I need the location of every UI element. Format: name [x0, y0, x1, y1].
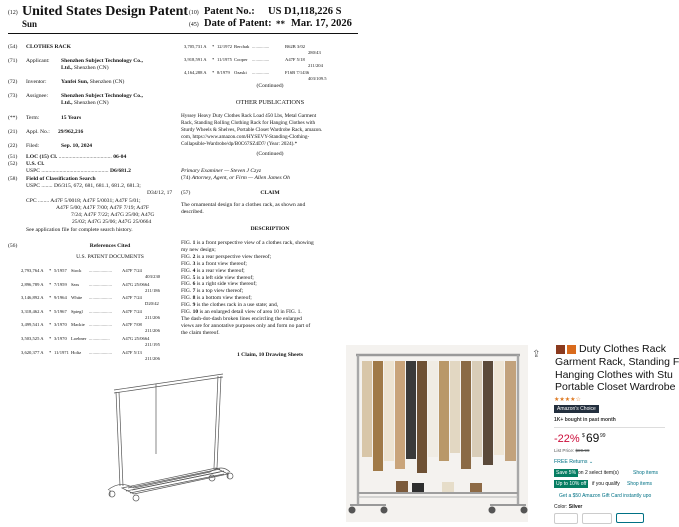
reference-cell: 3,620,377 A: [21, 349, 44, 355]
description-line: [181, 281, 257, 287]
figure-number: 5: [192, 274, 196, 281]
list-price: List Price: $89.99: [554, 448, 590, 453]
reference-cell: 9/1964: [54, 295, 67, 301]
figure-number: 7: [192, 288, 196, 295]
field-73-line2: Ltd., Shenzhen (CN): [61, 100, 109, 106]
description-line: [181, 330, 220, 336]
reference-class: A47F 7/24: [122, 308, 142, 314]
description-line: [181, 268, 245, 274]
bought-count: 1K+ bought in past month: [554, 417, 616, 423]
field-52-uspc: USPC ................................................ D6/681.2: [26, 168, 131, 174]
reference-cell: ....................: [89, 295, 112, 301]
product-title-line1[interactable]: Duty Clothes Rack: [579, 343, 666, 355]
description-line: [181, 275, 254, 281]
references-cited-heading: References Cited: [89, 243, 131, 249]
figure-number: 8: [192, 295, 196, 302]
claim-heading: CLAIM: [260, 190, 280, 196]
reference-cell: *: [49, 336, 52, 341]
reference-cell: *: [49, 281, 52, 287]
description-rest: is a rear perspective view thereof;: [195, 253, 272, 260]
reference-class: A47F 7/24: [122, 268, 142, 273]
description-line: [181, 247, 216, 253]
reference-cell: 12/1972: [217, 44, 233, 49]
star-rating[interactable]: ★★★★☆: [554, 397, 581, 403]
reference-cell: ....................: [89, 281, 112, 287]
reference-row: [184, 57, 305, 62]
field-58-line1: USPC ........ D6/315, 672, 681, 681.1, 681.2, 681.3;: [26, 183, 141, 189]
reference-row: [21, 282, 149, 287]
reference-cell: Mackie: [71, 322, 85, 328]
figure-number: 3: [192, 260, 196, 267]
figure-number: 2: [192, 253, 196, 260]
other-publication-line: Sturdy Wheels & Shelves, Portable Closet Wardrobe Rack, amazon.: [181, 127, 323, 134]
field-58: (58) Field of Classification Search: [8, 176, 96, 182]
reference-subclass: 280/43: [308, 50, 321, 55]
reference-cell: Berchak: [234, 44, 250, 49]
reference-cell: *: [212, 57, 215, 63]
description-prefix: FIG.: [181, 281, 193, 288]
description-prefix: FIG.: [181, 267, 193, 274]
attorney: (74) Attorney, Agent, or Firm — Allen James Oh: [181, 175, 290, 181]
field-22: (22) Filed: Sep. 10, 2024: [8, 143, 93, 149]
description-rest: is a front view thereof;: [195, 260, 247, 267]
field-21: (21) Appl. No.: 29/962,216: [8, 129, 84, 135]
claims-sheets-footer: 1 Claim, 10 Drawing Sheets: [236, 352, 304, 358]
field-term: (**) Term: 15 Years: [8, 115, 82, 121]
date-mark: **: [276, 19, 285, 29]
code-12: (12): [8, 10, 18, 16]
inventor-surname: Sun: [22, 19, 38, 29]
field-54: (54) CLOTHES RACK: [8, 44, 71, 50]
reference-class: A47F 7/08: [122, 322, 142, 328]
patent-date: Mar. 17, 2026: [291, 18, 352, 29]
description-prefix: The dash-dot-dash broken lines encircling the enlarged: [181, 315, 302, 322]
reference-subclass: 211/195: [145, 342, 160, 347]
other-publications-heading: OTHER PUBLICATIONS: [235, 99, 305, 106]
description-rest: is an enlarged detail view of area 10 in FIG. 1.: [198, 309, 302, 315]
reference-cell: Cooper: [234, 57, 248, 63]
reference-cell: Ozaski: [234, 70, 247, 76]
reference-cell: ....................: [89, 322, 112, 328]
other-publication-line: Collapsible-Wardrobe/dp/B0C67SZ4D7/ (Year: 2024).*: [181, 141, 298, 148]
description-prefix: my new design;: [181, 246, 216, 253]
field-58-line5: 7/24; A47F 7/22; A47G 25/00; A47G: [71, 212, 155, 218]
reference-cell: 3/1970: [54, 322, 67, 328]
amazons-choice-badge: Amazon's Choice: [554, 405, 599, 413]
description-line: [181, 323, 310, 329]
reference-cell: Stock: [71, 268, 82, 273]
reference-cell: *: [212, 44, 215, 49]
field-58-line2: D34/12, 17: [147, 190, 173, 196]
other-publication-line: Rack, Standing Rolling Clothing Rack for Hanging Clothes with: [181, 120, 316, 127]
reference-row: [21, 268, 142, 273]
reference-cell: ...............: [252, 44, 270, 49]
description-rest: is a front perspective view of a clothes rack, showing: [195, 240, 314, 246]
reference-subclass: 211/206: [145, 314, 160, 320]
us-patent-docs-heading: U.S. PATENT DOCUMENTS: [76, 254, 144, 260]
description-prefix: the claim thereof.: [181, 329, 220, 336]
upto-text: if you qualify: [592, 481, 620, 487]
reference-cell: ....................: [89, 308, 112, 314]
code-10: (10): [189, 10, 199, 16]
reference-cell: 2,896,789 A: [21, 281, 44, 287]
description-rest: is a bottom view thereof;: [195, 295, 252, 302]
reference-cell: ...............: [252, 70, 270, 76]
field-71: (71) Applicant: Shenzhen Subject Technology Co.,: [8, 58, 143, 64]
reference-cell: Loebner: [71, 336, 87, 341]
color-selection: Color: Silver: [554, 504, 583, 510]
discount-percent: -22%: [554, 433, 580, 445]
figure-number: 4: [192, 267, 196, 274]
figure-number: 10: [192, 309, 199, 315]
figure-number: 9: [192, 302, 196, 309]
reference-class: A47F 7/24: [122, 295, 142, 301]
reference-cell: 8/1979: [217, 70, 230, 76]
reference-cell: *: [49, 349, 52, 355]
description-prefix: FIG.: [181, 288, 193, 295]
description-prefix: FIG.: [181, 295, 193, 302]
description-line: [181, 240, 314, 246]
reference-cell: 11/1975: [217, 57, 232, 63]
share-icon[interactable]: ⇪: [532, 349, 541, 360]
reference-row: [184, 70, 309, 75]
description-prefix: FIG.: [181, 309, 193, 315]
reference-subclass: 403/230: [145, 274, 161, 279]
price-whole: 69: [586, 431, 600, 445]
description-line: [181, 302, 278, 308]
patent-no-label: Patent No.:: [204, 6, 255, 17]
shop-items-link-2[interactable]: Shop items: [627, 481, 653, 487]
reference-subclass: 403/109.5: [308, 76, 327, 82]
reference-cell: 11/1971: [54, 349, 69, 355]
field-58-line6: 25/02; A47G 25/06; A47G 25/0664: [72, 219, 152, 225]
reference-subclass: 211/186: [145, 287, 160, 293]
price-cents: 99: [600, 433, 606, 439]
description-rest: is a rear view thereof;: [195, 267, 245, 274]
reference-cell: Spiegl: [71, 308, 83, 314]
upto-badge: Up to 10% off: [556, 481, 587, 487]
price-currency: $: [582, 433, 585, 439]
reference-subclass: 211/206: [145, 328, 160, 334]
code-45: (45): [189, 22, 199, 28]
reference-cell: Sass: [71, 281, 80, 287]
save-text: on 2 select item(s): [578, 470, 619, 476]
reference-cell: *: [212, 70, 215, 76]
reference-cell: 3,503,525 A: [21, 336, 44, 341]
reference-class: F16B 7/1436: [285, 70, 310, 76]
field-56-code: (56): [8, 243, 18, 249]
description-line: [181, 288, 243, 294]
description-rest: is the clothes rack in a use state; and,: [195, 302, 279, 309]
reference-cell: 3,146,892 A: [21, 295, 44, 301]
reference-class: A47G 25/0664: [122, 281, 150, 287]
primary-examiner: Primary Examiner — Steven J Czyz: [181, 168, 262, 174]
header-rule: [8, 33, 358, 34]
save-badge: Save 5%: [556, 470, 577, 476]
field-58-line4: A47F 5/00; A47F 7/00; A47F 7/19; A47F: [56, 205, 149, 211]
reference-cell: ....................: [89, 268, 112, 273]
references-continued: (Continued): [256, 83, 284, 89]
reference-cell: 5/1967: [54, 308, 67, 314]
reference-cell: 4,164,288 A: [184, 70, 207, 76]
reference-cell: 5/1957: [54, 268, 67, 273]
description-prefix: FIG.: [181, 302, 193, 309]
field-73: (73) Assignee: Shenzhen Subject Technology Co.,: [8, 93, 143, 99]
reference-cell: White: [71, 295, 83, 301]
other-publications-continued: (Continued): [256, 151, 284, 157]
description-line: [181, 316, 302, 322]
date-label: Date of Patent:: [204, 18, 272, 29]
reference-row: [21, 336, 149, 341]
reference-cell: ....................: [89, 349, 112, 355]
reference-cell: 3,918,591 A: [184, 57, 207, 63]
field-71-line2: Ltd., Shenzhen (CN): [61, 65, 109, 71]
other-publication-line: Hyssey Heavy Duty Clothes Rack Load 450 Lbs, Metal Garment: [181, 113, 317, 119]
claim-code: (57): [181, 190, 191, 196]
reference-row: [21, 309, 142, 314]
reference-row: [21, 350, 142, 355]
reference-cell: 3,499,541 A: [21, 322, 44, 328]
reference-row: [21, 322, 142, 327]
reference-row: [184, 44, 305, 49]
description-prefix: FIG.: [181, 274, 193, 281]
description-prefix: FIG.: [181, 253, 193, 260]
brand-logo-icon: [556, 345, 565, 354]
color-swatch-selected[interactable]: [616, 513, 644, 523]
reference-cell: *: [49, 322, 52, 328]
figure-number: 1: [192, 240, 196, 246]
description-prefix: views are for annotative purposes only and form no part of: [181, 322, 311, 329]
field-52: (52) U.S. Cl.: [8, 161, 45, 167]
reference-cell: 3,318,462 A: [21, 308, 44, 314]
reference-cell: ...............: [252, 57, 270, 63]
reference-subclass: 211/206: [145, 355, 160, 361]
reference-cell: 3,705,731 A: [184, 44, 207, 49]
color-swatch-1[interactable]: [554, 513, 578, 524]
description-rest: is a top view thereof;: [195, 288, 244, 295]
brand-logo-icon-2: [567, 345, 576, 354]
description-line: [181, 261, 247, 267]
field-51: (51) LOC (15) Cl. ...................................... 06-04: [8, 154, 127, 160]
shop-items-link[interactable]: Shop items: [633, 470, 659, 476]
field-72: (72) Inventor: Yanfei Sun, Shenzhen (CN): [8, 79, 125, 85]
product-photo[interactable]: [346, 345, 528, 522]
patent-number: US D1,118,226 S: [268, 6, 342, 17]
other-publication-line: com, https://www.amazon.com/HYSEVY-Standing-Clothing-: [181, 134, 310, 141]
description-line: [181, 309, 302, 315]
product-title-line3[interactable]: Hanging Clothes with Stu: [555, 369, 673, 381]
reference-class: A47G 25/0664: [122, 336, 150, 341]
reference-subclass: D20/42: [145, 301, 159, 307]
reference-cell: 3/1970: [54, 336, 67, 341]
product-title-line2[interactable]: Garment Rack, Standing F: [555, 356, 679, 368]
document-title: United States Design Patent: [22, 4, 189, 19]
reference-class: A47F 5/18: [285, 57, 305, 63]
gift-card-offer[interactable]: Get a $50 Amazon Gift Card instantly upo: [559, 493, 652, 499]
description-prefix: FIG.: [181, 240, 193, 246]
description-heading: DESCRIPTION: [250, 226, 290, 232]
reference-cell: Holtz: [71, 349, 82, 355]
divider: [554, 427, 665, 428]
description-rest: is a right side view thereof;: [195, 281, 257, 288]
reference-subclass: 211/204: [308, 63, 323, 69]
field-58-line7: See application file for complete search history.: [26, 227, 133, 233]
product-title-line4[interactable]: Portable Closet Wardrobe: [555, 381, 676, 393]
chevron-down-icon: ⌄: [588, 459, 594, 465]
reference-class: B62B 3/02: [285, 44, 306, 49]
description-line: [181, 295, 252, 301]
reference-cell: *: [49, 268, 52, 273]
reference-cell: ..................: [89, 336, 110, 341]
reference-row: [21, 295, 142, 300]
claim-line2: described.: [181, 209, 204, 215]
free-returns-link[interactable]: FREE Returns ⌄: [554, 459, 594, 465]
color-swatch-2[interactable]: [582, 513, 612, 524]
description-line: [181, 254, 271, 260]
reference-class: A47F 5/13: [122, 349, 142, 355]
patent-drawing-rack: [100, 368, 235, 522]
description-rest: is a left side view thereof;: [195, 274, 254, 281]
field-58-line3: CPC ........ A47F 5/0018; A47F 5/0031; A47F 5/01;: [26, 198, 141, 204]
reference-cell: 7/1959: [54, 281, 67, 287]
reference-cell: *: [49, 308, 52, 314]
reference-cell: 2,793,764 A: [21, 268, 44, 273]
claim-line1: The ornamental design for a clothes rack, as shown and: [181, 202, 306, 208]
reference-cell: *: [49, 295, 52, 301]
figure-number: 6: [192, 281, 196, 288]
clothes-rack-photo: [346, 345, 528, 522]
description-prefix: FIG.: [181, 260, 193, 267]
